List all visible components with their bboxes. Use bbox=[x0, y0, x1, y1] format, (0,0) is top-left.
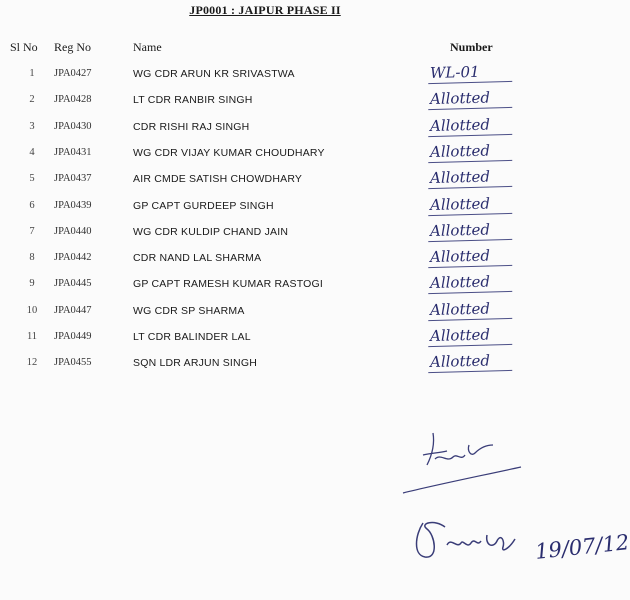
row-number-handwritten: WL-01 bbox=[428, 61, 513, 84]
initials-signature bbox=[395, 415, 525, 505]
row-reg-no: JPA0428 bbox=[54, 94, 92, 106]
row-reg-no: JPA0445 bbox=[54, 278, 92, 290]
row-number-handwritten: Allotted bbox=[428, 166, 513, 189]
row-sl-no: 3 bbox=[29, 120, 35, 132]
row-reg-no: JPA0442 bbox=[54, 252, 92, 264]
row-name: CDR RISHI RAJ SINGH bbox=[133, 120, 250, 133]
row-sl-no: 10 bbox=[26, 304, 38, 316]
row-sl-no: 5 bbox=[29, 173, 35, 185]
row-reg-no: JPA0427 bbox=[54, 68, 92, 79]
row-number-handwritten: Allotted bbox=[428, 245, 513, 268]
row-reg-no: JPA0431 bbox=[54, 146, 92, 158]
row-sl-no: 6 bbox=[29, 199, 35, 211]
table-row bbox=[0, 62, 619, 88]
row-number-handwritten: Allotted bbox=[428, 113, 513, 136]
row-sl-no: 11 bbox=[26, 331, 38, 342]
row-sl-no: 9 bbox=[29, 278, 35, 290]
header-reg-no: Reg No bbox=[54, 40, 91, 54]
row-name: GP CAPT RAMESH KUMAR RASTOGI bbox=[133, 278, 323, 291]
row-name: LT CDR RANBIR SINGH bbox=[133, 94, 253, 107]
table-row bbox=[0, 272, 619, 298]
row-name: WG CDR VIJAY KUMAR CHOUDHARY bbox=[133, 146, 325, 159]
table-row bbox=[0, 351, 619, 377]
row-number-handwritten: Allotted bbox=[428, 324, 513, 347]
table-row bbox=[0, 88, 619, 114]
row-sl-no: 8 bbox=[29, 252, 35, 264]
row-reg-no: JPA0437 bbox=[54, 173, 92, 185]
row-name: SQN LDR ARJUN SINGH bbox=[133, 357, 257, 370]
table-row bbox=[0, 299, 619, 325]
row-number-handwritten: Allotted bbox=[428, 192, 513, 215]
row-sl-no: 1 bbox=[29, 68, 35, 79]
table-row bbox=[0, 220, 619, 246]
row-sl-no: 2 bbox=[29, 94, 35, 106]
row-name: CDR NAND LAL SHARMA bbox=[133, 252, 262, 265]
row-reg-no: JPA0449 bbox=[54, 331, 92, 342]
row-number-handwritten: Allotted bbox=[428, 350, 513, 373]
document-title: JP0001 : JAIPUR PHASE II bbox=[189, 3, 341, 17]
table-row bbox=[0, 141, 619, 167]
row-reg-no: JPA0447 bbox=[54, 304, 92, 316]
row-reg-no: JPA0430 bbox=[54, 120, 92, 132]
header-number: Number bbox=[450, 40, 493, 54]
row-name: LT CDR BALINDER LAL bbox=[133, 331, 251, 343]
row-sl-no: 7 bbox=[29, 225, 35, 237]
row-name: GP CAPT GURDEEP SINGH bbox=[133, 199, 274, 212]
header-name: Name bbox=[133, 40, 162, 54]
row-name: AIR CMDE SATISH CHOWDHARY bbox=[133, 173, 303, 186]
row-name: WG CDR ARUN KR SRIVASTWA bbox=[133, 68, 295, 80]
table-row bbox=[0, 115, 619, 141]
table-row bbox=[0, 167, 619, 193]
table-row bbox=[0, 325, 619, 351]
row-reg-no: JPA0439 bbox=[54, 199, 92, 211]
row-number-handwritten: Allotted bbox=[428, 140, 513, 163]
row-number-handwritten: Allotted bbox=[428, 87, 513, 110]
row-sl-no: 4 bbox=[29, 146, 35, 158]
table-row bbox=[0, 193, 619, 220]
row-name: WG CDR KULDIP CHAND JAIN bbox=[133, 225, 289, 238]
row-reg-no: JPA0440 bbox=[54, 225, 92, 237]
row-reg-no: JPA0455 bbox=[54, 357, 92, 369]
row-number-handwritten: Allotted bbox=[428, 298, 513, 321]
row-number-handwritten: Allotted bbox=[428, 271, 513, 294]
row-sl-no: 12 bbox=[26, 357, 38, 369]
table-row bbox=[0, 246, 619, 272]
row-number-handwritten: Allotted bbox=[428, 219, 513, 242]
row-name: WG CDR SP SHARMA bbox=[133, 304, 245, 317]
header-sl-no: Sl No bbox=[10, 40, 38, 54]
handwritten-signature bbox=[405, 505, 545, 575]
signature-date: 19/07/12 bbox=[534, 530, 630, 564]
